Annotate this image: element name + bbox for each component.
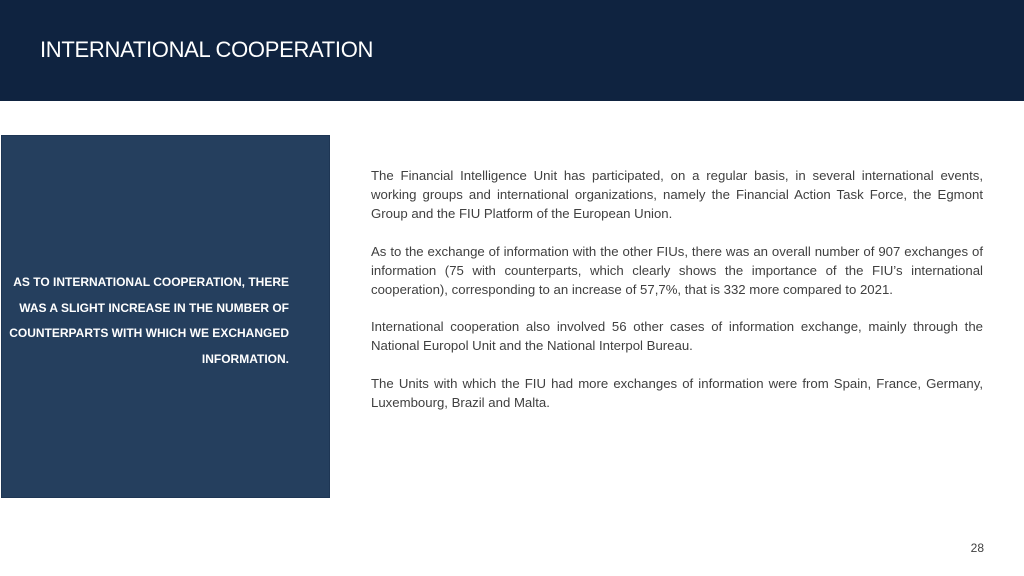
page-number: 28 bbox=[970, 541, 984, 555]
paragraph-3: International cooperation also involved 56 other cases of information exchange, mainly through the National Europol Unit and the National Interpol Bureau. bbox=[371, 319, 983, 353]
slide-title: INTERNATIONAL COOPERATION bbox=[40, 37, 374, 62]
paragraph-2: As to the exchange of information with the other FIUs, there was an overall number of 907 exchanges of information (75 with counterparts, which clearly shows the importance of the FIU’s international cooperation), corresponding to an increase of 57,7%, that is 332 more compared to 2021. bbox=[371, 243, 983, 297]
paragraph-1: The Financial Intelligence Unit has participated, on a regular basis, in several international events, working groups and international organizations, namely the Financial Action Task Force, the Egmont Group and the FIU Platform of the European Union. bbox=[371, 168, 983, 221]
header-bar bbox=[0, 0, 1024, 101]
content-body bbox=[371, 166, 983, 430]
highlight-text: AS TO INTERNATIONAL COOPERATION, THERE WAS A SLIGHT INCREASE IN THE NUMBER OF COUNTERPARTS WITH WHICH WE EXCHANGED INFORMATION. bbox=[9, 275, 289, 366]
paragraph-4: The Units with which the FIU had more exchanges of information were from Spain, France, Germany, Luxembourg, Brazil and Malta. bbox=[371, 375, 983, 410]
highlight-panel bbox=[1, 135, 330, 498]
